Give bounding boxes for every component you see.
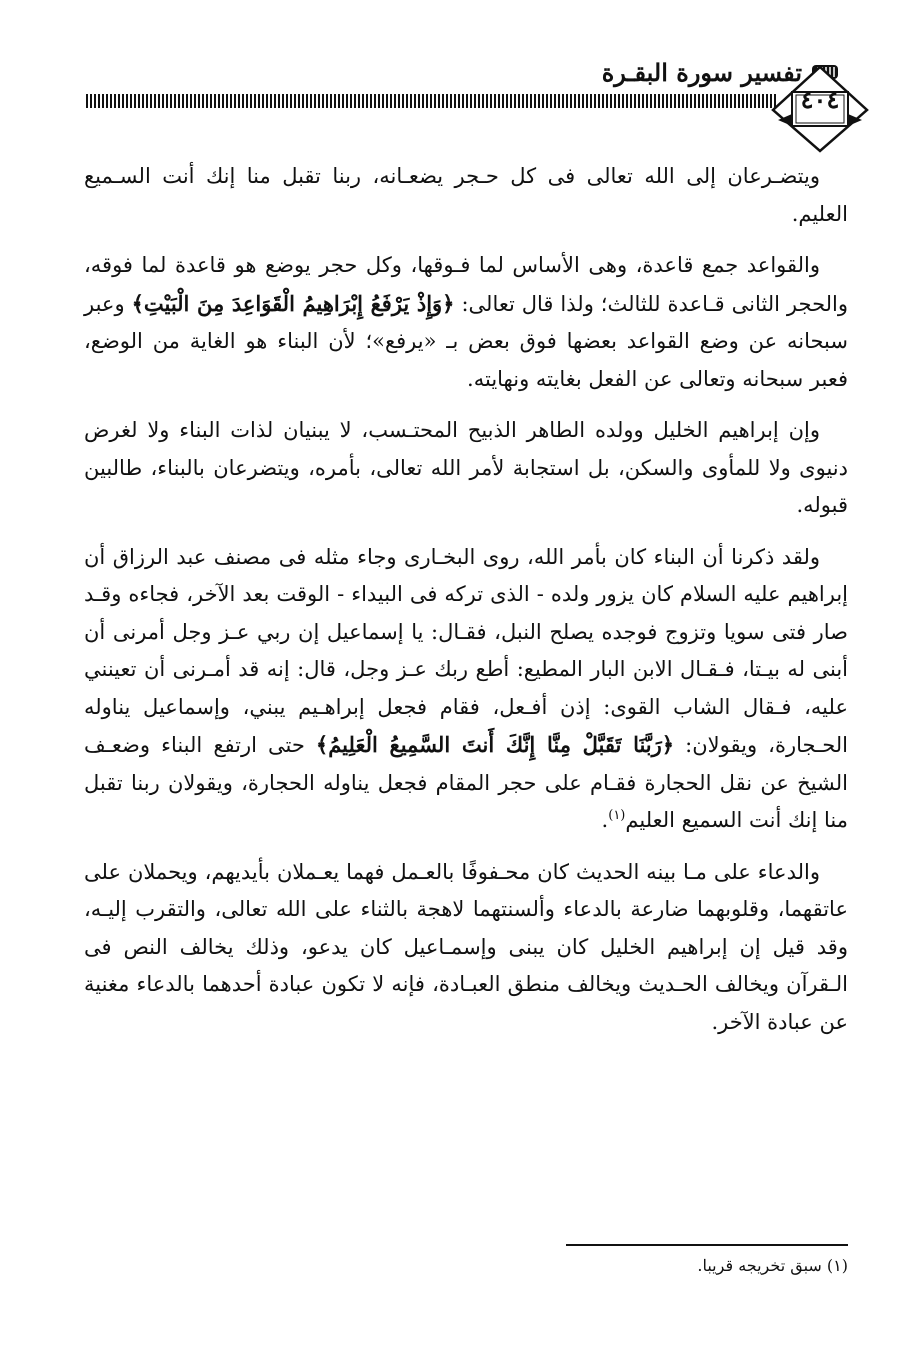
body-text (84, 158, 848, 1055)
footnote-divider (566, 1244, 848, 1246)
paragraph-4 (84, 539, 848, 840)
quran-verse-1: ﴿وَإِذْ يَرْفَعُ إِبْرَاهِيمُ الْقَوَاعِدَ مِنَ الْبَيْتِ﴾ (131, 290, 455, 316)
paragraph-1: ويتضـرعان إلى الله تعالى فى كل حـجر يضعـانه، ربنا تقبل منا إنك أنت السـميع العليم. (84, 164, 848, 226)
paragraph-2-text-b: وعبر سبحانه عن وضع القواعد بعضها فوق بعض بـ «يرفع»؛ لأن البناء هو الغاية من الوضع، فعبر سبحانه وتعالى عن الفعل بغايته ونهايته. (84, 291, 848, 391)
footnote: (١) سبق تخريجه قريبا. (697, 1256, 848, 1275)
paragraph-5: والدعاء على مـا بينه الحديث كان محـفوفًا بالعـمل فهما يعـملان بأيديهم، ويحملان على عاتقهما، وقلوبهما ضارعة بالدعاء وألسنتهما لاهجة بالثناء على الله تعالى، والتقرب إليـه، وقد قيل إن إبراهيم الخليل كان يبنى وإسمـاعيل كان يدعو، وذلك يخالف النص فى الـقرآن ويخالف الحـديث ويخالف منطق العبـادة، فإنه لا تكون عبادة أحدهما بالدعاء مغنية عن عبادة الآخر. (84, 859, 848, 1034)
paragraph-4-text-a: ولقد ذكرنا أن البناء كان بأمر الله، روى البخـارى وجاء مثله فى مصنف عبد الرزاق أن إبراهيم عليه السلام كان يزور ولده - الذى تركه فى البيداء - الوقت بعد الآخر، فجاءه وقـد صار فتى سويا وتزوج فوجده يصلح النبل، فقـال: يا إسماعيل إن ربي عـز وجل أمرنى أن أبنى له بيـتا، فـقـال الابن البار المطيع: أطع ربك عـز وجل، قال: إنه قد أمـرنى أن تعينني عليه، فـقال الشاب القوى: إذن أفـعل، فقام فجعل إبراهـيم يبني، وإسماعيل يناوله الحـجارة، ويقولان: (84, 544, 848, 757)
header-rule (86, 94, 776, 108)
running-title: تفسير سورة البقـرة (601, 58, 802, 87)
paragraph-3: وإن إبراهيم الخليل وولده الطاهر الذبيح المحتـسب، لا يبنيان لذات البناء ولا لغرض دنيوى ولا للمأوى والسكن، بل استجابة لأمر الله تعالى، بأمره، ويتضرعان بالبناء، طالبين قبوله. (84, 418, 848, 517)
paragraph-4-end: . (601, 808, 609, 832)
quran-verse-2: ﴿رَبَّنَا تَقَبَّلْ مِنَّا إِنَّكَ أَنتَ السَّمِيعُ الْعَلِيمُ﴾ (315, 732, 675, 757)
page-number: ٤٠٤ (800, 85, 840, 114)
footnote-reference: (١) (608, 808, 626, 823)
paragraph-2 (84, 247, 848, 398)
paragraph-2-text-a: والقواعد جمع قاعدة، وهى الأساس لما فـوقها، وكل حجر يوضع هو قاعدة لما فوقه، والحجر الثانى قـاعدة للثالث؛ ولذا قال تعالى: (84, 253, 849, 316)
page-header (0, 0, 920, 160)
paragraph-4-text-b: حتى ارتفع البناء وضعـف الشيخ عن نقل الحجارة فقـام على حجر المقام فجعل يناوله الحجارة، ويقولان ربنا تقبل منا إنك أنت السميع العليم (84, 733, 848, 832)
